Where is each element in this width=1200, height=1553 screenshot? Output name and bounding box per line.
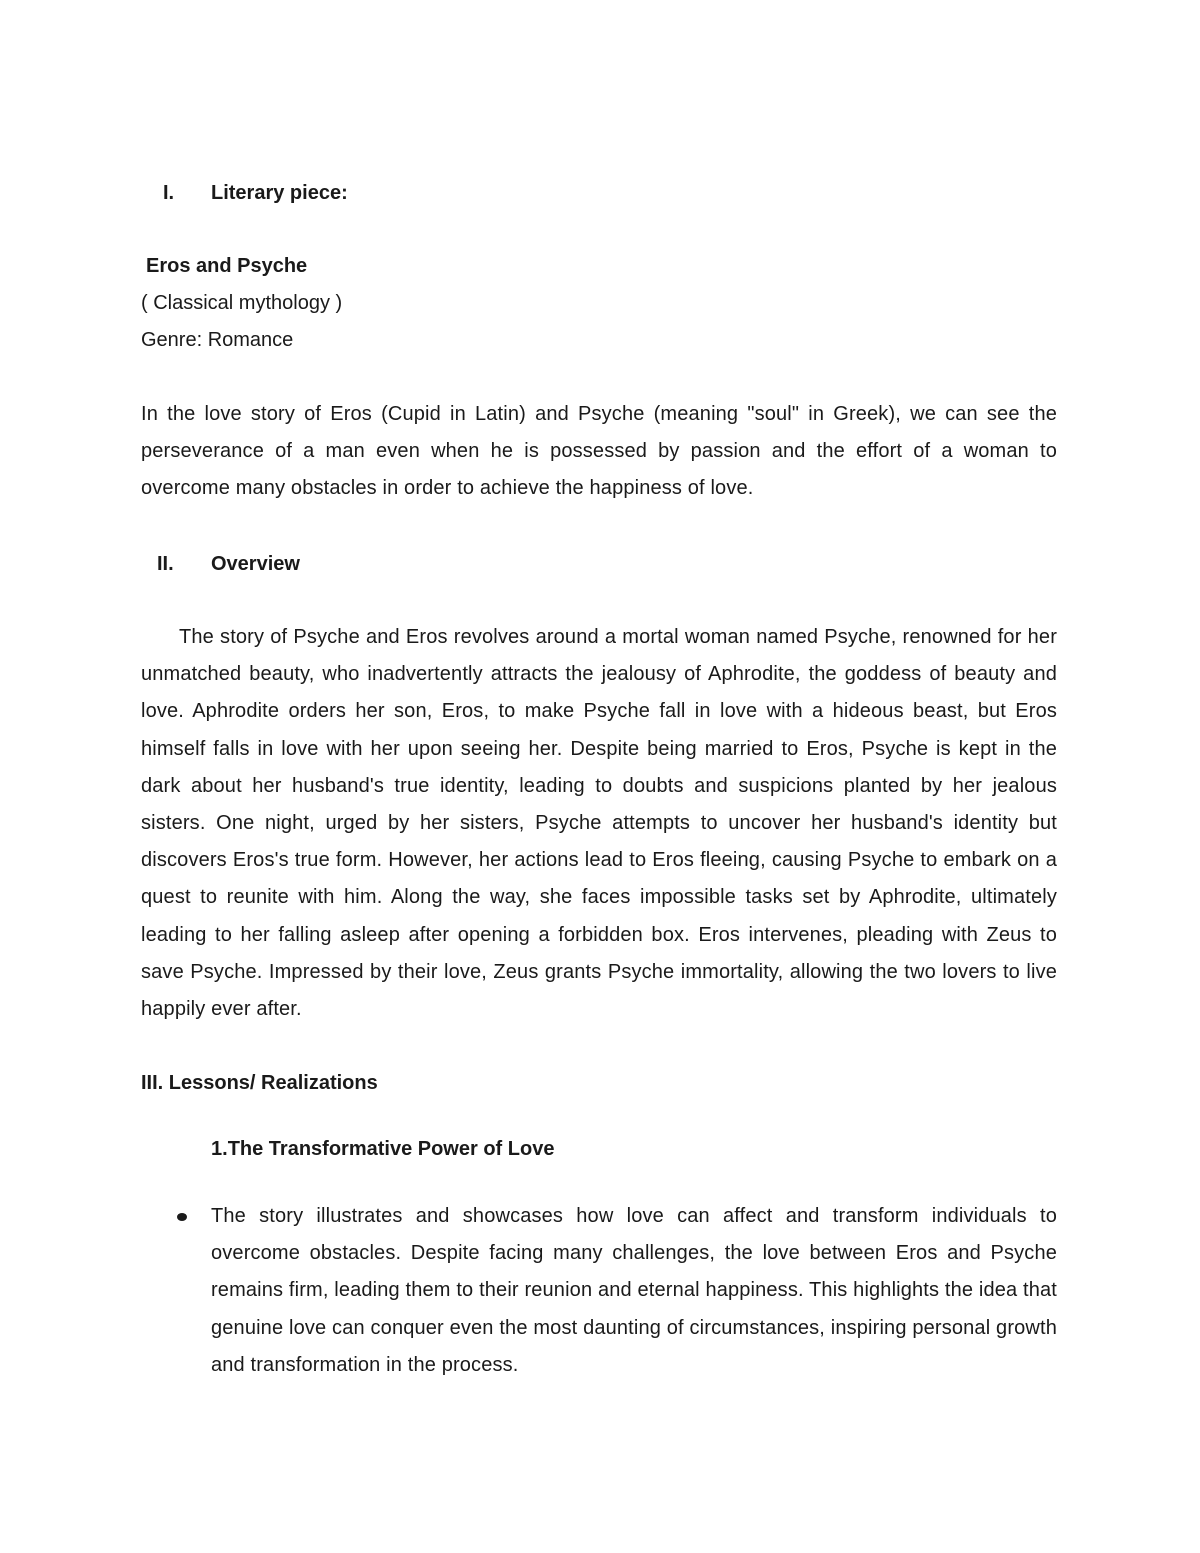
work-source: ( Classical mythology ) bbox=[141, 292, 343, 314]
intro-paragraph: In the love story of Eros (Cupid in Latin) and Psyche (meaning "soul" in Greek), we can see the perseverance of a man even when he is possessed by passion and the effort of a woman to overcome many obstacles in order to achieve the happiness of love. bbox=[141, 403, 1057, 500]
work-genre: Genre: Romance bbox=[141, 329, 294, 351]
lesson-1-number: 1. bbox=[211, 1138, 228, 1160]
section-2-heading: Overview bbox=[211, 553, 300, 575]
work-title: Eros and Psyche bbox=[146, 255, 308, 277]
section-1-number: I. bbox=[163, 182, 175, 204]
bullet-icon bbox=[177, 1213, 187, 1221]
section-2-number: II. bbox=[157, 553, 174, 575]
section-3-heading: III. Lessons/ Realizations bbox=[141, 1072, 378, 1094]
overview-paragraph: The story of Psyche and Eros revolves around a mortal woman named Psyche, renowned for her unmatched beauty, who inadvertently attracts the jealousy of Aphrodite, the goddess of beauty and love. Aphrodite orders her son, Eros, to make Psyche fall in love with a hideous beast, but Eros himself falls in love with her upon seeing her. Despite being married to Eros, Psyche is kept in the dark about her husband's true identity, leading to doubts and suspicions planted by her jealous sisters. One night, urged by her sisters, Psyche attempts to uncover her husband's identity but discovers Eros's true form. However, her actions lead to Eros fleeing, causing Psyche to embark on a quest to reunite with him. Along the way, she faces impossible tasks set by Aphrodite, ultimately leading to her falling asleep after opening a forbidden box. Eros intervenes, pleading with Zeus to save Psyche. Impressed by their love, Zeus grants Psyche immortality, allowing the two lovers to live happily ever after. bbox=[141, 626, 1057, 1021]
lesson-1-heading bbox=[211, 1138, 554, 1161]
lesson-1-bullet-text: The story illustrates and showcases how love can affect and transform individuals to overcome obstacles. Despite facing many challenges, the love between Eros and Psyche remains firm, leading them to their reunion and eternal happiness. This highlights the idea that genuine love can conquer even the most daunting of circumstances, inspiring personal growth and transformation in the process. bbox=[211, 1205, 1057, 1376]
section-1-heading: Literary piece: bbox=[211, 182, 348, 204]
lesson-1-title: The Transformative Power of Love bbox=[227, 1138, 555, 1160]
